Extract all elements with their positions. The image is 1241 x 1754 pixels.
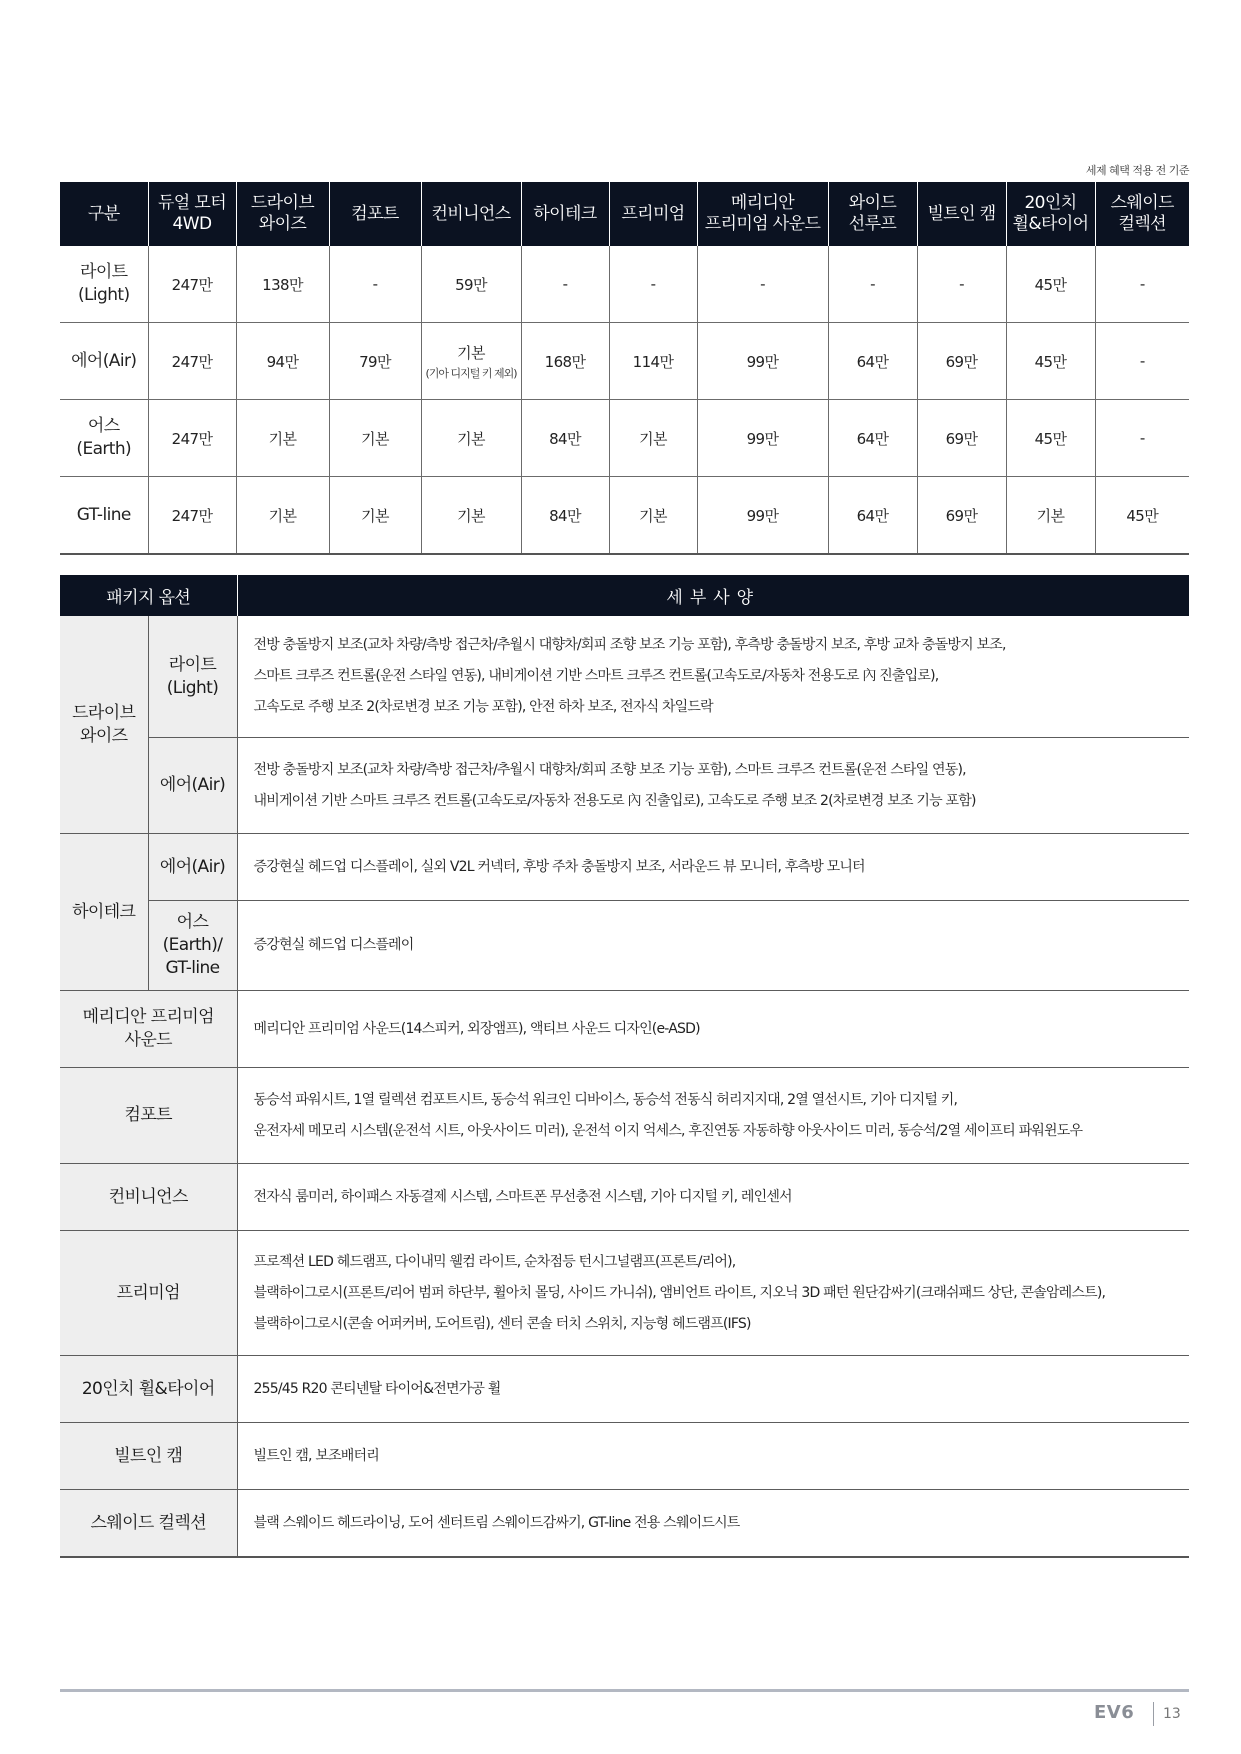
- price-cell: -: [1095, 400, 1189, 477]
- price-header-cell: 20인치 휠&타이어: [1006, 182, 1095, 246]
- price-cell: -: [609, 246, 697, 323]
- sub-trim-cell: 어스 (Earth)/ GT-line: [148, 901, 237, 991]
- page-number: 13: [1163, 1706, 1181, 1722]
- price-cell: 94만: [236, 323, 329, 400]
- spec-line: 전방 충돌방지 보조(교차 차량/측방 접근차/추월시 대향차/회피 조향 보조 기능 포함), 후측방 충돌방지 보조, 후방 교차 충돌방지 보조,: [253, 637, 1006, 653]
- spec-line: 고속도로 주행 보조 2(차로변경 보조 기능 포함), 안전 하차 보조, 전자식 차일드락: [253, 699, 713, 715]
- price-cell: 84만: [521, 400, 609, 477]
- detail-row: [60, 834, 1189, 901]
- spec-line: 블랙하이그로시(프론트/리어 범퍼 하단부, 휠아치 몰딩, 사이드 가니쉬), 앰비언트 라이트, 지오닉 3D 패턴 원단감싸기(크래쉬패드 상단, 콘솔암레스트),: [253, 1284, 1106, 1301]
- footer-model-name: EV6: [1094, 1702, 1135, 1723]
- price-header-cell: 와이드 선루프: [828, 182, 917, 246]
- spec-description: [237, 1164, 1189, 1231]
- spec-description: [237, 1423, 1189, 1490]
- price-cell: 99만: [697, 477, 828, 555]
- category-cell: 하이테크: [60, 834, 148, 991]
- price-cell: 기본: [609, 477, 697, 555]
- footer-separator: [1153, 1702, 1154, 1726]
- price-cell: -: [329, 246, 421, 323]
- spec-line: 내비게이션 기반 스마트 크루즈 컨트롤(고속도로/자동차 전용도로 內 진출입로), 고속도로 주행 보조 2(차로변경 보조 기능 포함): [253, 792, 976, 809]
- price-cell: 79만: [329, 323, 421, 400]
- price-cell: 247만: [148, 323, 236, 400]
- spec-line: 255/45 R20 콘티넨탈 타이어&전면가공 휠: [253, 1380, 501, 1397]
- footer-divider: [60, 1689, 1189, 1692]
- price-cell: 99만: [697, 323, 828, 400]
- price-cell: 247만: [148, 477, 236, 555]
- spec-line: 블랙하이그로시(콘솔 어퍼커버, 도어트림), 센터 콘솔 터치 스위치, 지능형 헤드램프(IFS): [253, 1315, 751, 1332]
- price-cell: 기본: [1006, 477, 1095, 555]
- price-cell: 138만: [236, 246, 329, 323]
- spec-line: 증강현실 헤드업 디스플레이: [253, 937, 414, 953]
- price-row: [60, 477, 1189, 555]
- spec-line: 전방 충돌방지 보조(교차 차량/측방 접근차/추월시 대향차/회피 조향 보조 기능 포함), 스마트 크루즈 컨트롤(운전 스타일 연동),: [253, 761, 966, 778]
- price-cell: -: [917, 246, 1006, 323]
- price-header-cell: 컴포트: [329, 182, 421, 246]
- price-cell: 기본: [236, 400, 329, 477]
- spec-description: [237, 616, 1189, 738]
- category-cell: 컨비니언스: [60, 1164, 237, 1231]
- detail-row: [60, 1423, 1189, 1490]
- price-header-cell: 구분: [60, 182, 148, 246]
- detail-row: [60, 901, 1189, 991]
- spec-description: [237, 834, 1189, 901]
- spec-header: 세부사양: [237, 575, 1189, 616]
- price-cell: 45만: [1095, 477, 1189, 555]
- price-cell: 기본: [609, 400, 697, 477]
- price-cell: 64만: [828, 477, 917, 555]
- price-table: [60, 182, 1189, 555]
- price-cell: -: [697, 246, 828, 323]
- spec-line: 블랙 스웨이드 헤드라이닝, 도어 센터트림 스웨이드감싸기, GT-line 전용 스웨이드시트: [253, 1514, 740, 1531]
- detail-row: [60, 738, 1189, 834]
- sub-trim-cell: 에어(Air): [148, 834, 237, 901]
- spec-line: 메리디안 프리미엄 사운드(14스피커, 외장앰프), 액티브 사운드 디자인(e-ASD): [253, 1020, 700, 1037]
- package-option-header: 패키지 옵션: [60, 575, 237, 616]
- price-header-cell: 메리디안 프리미엄 사운드: [697, 182, 828, 246]
- detail-row: [60, 991, 1189, 1068]
- price-cell: 기본: [329, 477, 421, 555]
- detail-row: [60, 1231, 1189, 1356]
- price-cell: -: [1095, 323, 1189, 400]
- price-cell: 기본 (기아 디지털 키 제외): [421, 323, 521, 400]
- price-row: [60, 246, 1189, 323]
- spec-line: 프로젝션 LED 헤드램프, 다이내믹 웰컴 라이트, 순차점등 턴시그널램프(프론트/리어),: [253, 1253, 736, 1270]
- price-cell: 기본: [329, 400, 421, 477]
- price-header-cell: 컨비니언스: [421, 182, 521, 246]
- spec-line: 전자식 룸미러, 하이패스 자동결제 시스템, 스마트폰 무선충전 시스템, 기아 디지털 키, 레인센서: [253, 1188, 792, 1205]
- price-table-header: [60, 182, 1189, 246]
- spec-line: 스마트 크루즈 컨트롤(운전 스타일 연동), 내비게이션 기반 스마트 크루즈 컨트롤(고속도로/자동차 전용도로 內 진출입로),: [253, 668, 939, 684]
- price-header-cell: 듀얼 모터 4WD: [148, 182, 236, 246]
- category-cell: 20인치 휠&타이어: [60, 1356, 237, 1423]
- detail-table: [60, 575, 1189, 1558]
- detail-row: [60, 1068, 1189, 1164]
- price-cell: 168만: [521, 323, 609, 400]
- spec-description: [237, 738, 1189, 834]
- price-cell: 기본: [421, 477, 521, 555]
- price-header-cell: 스웨이드 컬렉션: [1095, 182, 1189, 246]
- detail-row: [60, 1356, 1189, 1423]
- price-cell: 기본: [421, 400, 521, 477]
- price-cell: 84만: [521, 477, 609, 555]
- price-cell: 69만: [917, 477, 1006, 555]
- detail-row: [60, 616, 1189, 738]
- price-row: [60, 323, 1189, 400]
- spec-line: 동승석 파워시트, 1열 릴렉션 컴포트시트, 동승석 워크인 디바이스, 동승석 전동식 허리지지대, 2열 열선시트, 기아 디지털 키,: [253, 1091, 958, 1108]
- price-cell: 64만: [828, 400, 917, 477]
- spec-description: [237, 1068, 1189, 1164]
- price-header-cell: 하이테크: [521, 182, 609, 246]
- price-header-cell: 프리미엄: [609, 182, 697, 246]
- tax-note: 세제 혜택 적용 전 기준: [1085, 164, 1189, 177]
- spec-line: 빌트인 캠, 보조배터리: [253, 1447, 379, 1464]
- price-cell: 69만: [917, 323, 1006, 400]
- price-cell: 45만: [1006, 323, 1095, 400]
- price-cell-note: (기아 디지털 키 제외): [425, 366, 517, 380]
- trim-label: GT-line: [60, 477, 148, 555]
- price-cell: -: [521, 246, 609, 323]
- price-cell: 64만: [828, 323, 917, 400]
- price-header-cell: 드라이브 와이즈: [236, 182, 329, 246]
- spec-line: 운전자세 메모리 시스템(운전석 시트, 아웃사이드 미러), 운전석 이지 억세스, 후진연동 자동하향 아웃사이드 미러, 동승석/2열 세이프티 파워윈도우: [253, 1122, 1083, 1139]
- spec-description: [237, 991, 1189, 1068]
- category-cell: 빌트인 캠: [60, 1423, 237, 1490]
- spec-line: 증강현실 헤드업 디스플레이, 실외 V2L 커넥터, 후방 주차 충돌방지 보조, 서라운드 뷰 모니터, 후측방 모니터: [253, 858, 865, 875]
- category-cell: 스웨이드 컬렉션: [60, 1490, 237, 1558]
- trim-label: 어스 (Earth): [60, 400, 148, 477]
- spec-description: [237, 1356, 1189, 1423]
- price-cell: 114만: [609, 323, 697, 400]
- price-cell: -: [828, 246, 917, 323]
- spec-description: [237, 1490, 1189, 1558]
- detail-row: [60, 1490, 1189, 1558]
- price-cell: 247만: [148, 246, 236, 323]
- price-header-cell: 빌트인 캠: [917, 182, 1006, 246]
- category-cell: 드라이브 와이즈: [60, 616, 148, 834]
- price-cell: 99만: [697, 400, 828, 477]
- sub-trim-cell: 에어(Air): [148, 738, 237, 834]
- price-cell: 247만: [148, 400, 236, 477]
- price-cell: 45만: [1006, 246, 1095, 323]
- price-cell: 69만: [917, 400, 1006, 477]
- spec-description: [237, 901, 1189, 991]
- price-cell: 기본: [236, 477, 329, 555]
- category-cell: 메리디안 프리미엄 사운드: [60, 991, 237, 1068]
- price-cell: 59만: [421, 246, 521, 323]
- detail-row: [60, 1164, 1189, 1231]
- price-cell: 45만: [1006, 400, 1095, 477]
- category-cell: 프리미엄: [60, 1231, 237, 1356]
- spec-description: [237, 1231, 1189, 1356]
- detail-table-header: [60, 575, 1189, 616]
- price-row: [60, 400, 1189, 477]
- category-cell: 컴포트: [60, 1068, 237, 1164]
- trim-label: 에어(Air): [60, 323, 148, 400]
- trim-label: 라이트 (Light): [60, 246, 148, 323]
- sub-trim-cell: 라이트 (Light): [148, 616, 237, 738]
- price-cell: -: [1095, 246, 1189, 323]
